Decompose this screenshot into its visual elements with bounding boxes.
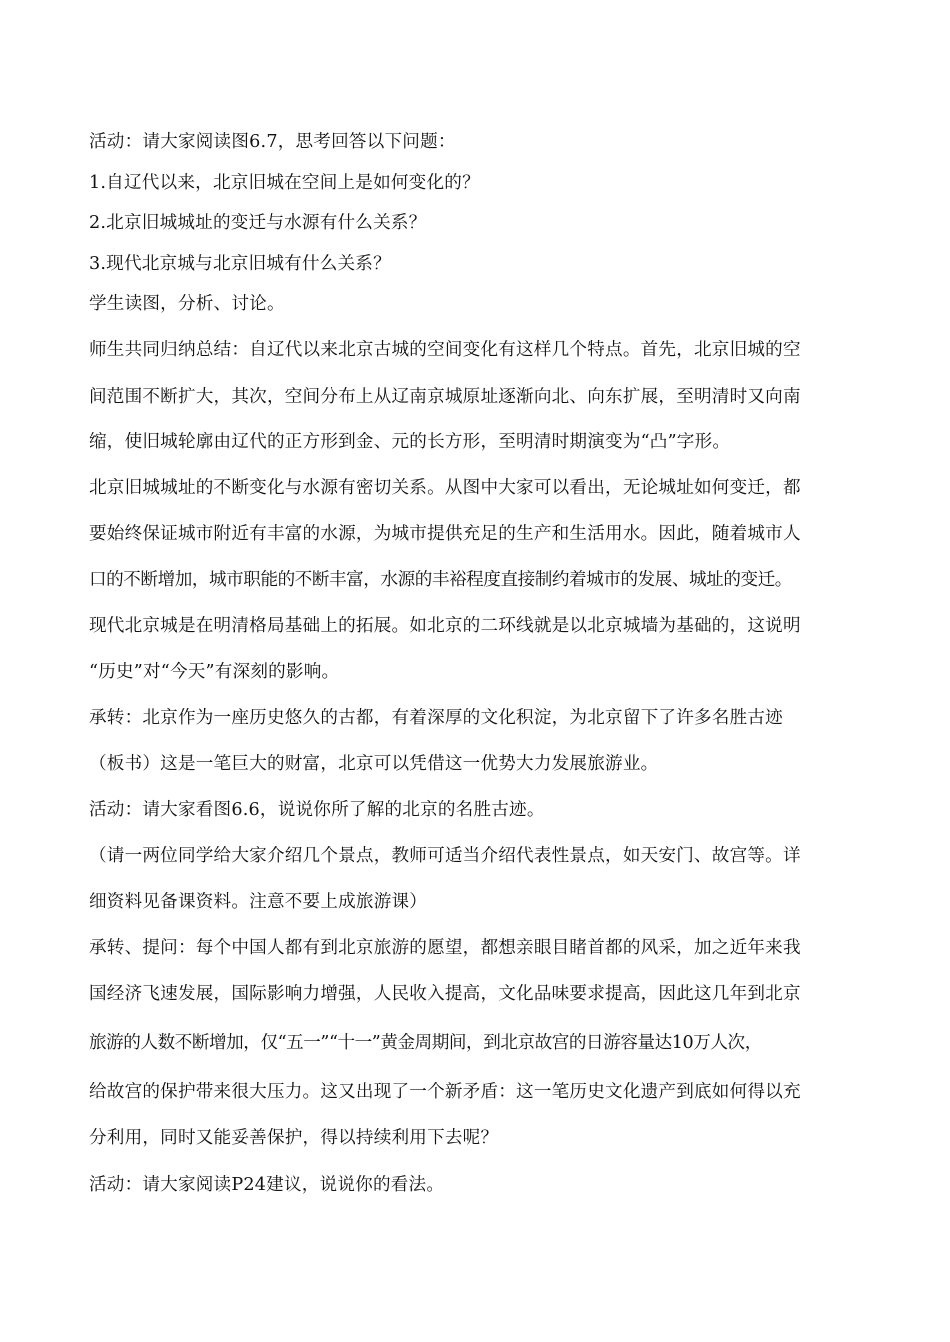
paragraph-line-19: 承转、提问：每个中国人都有到北京旅游的愿望，都想亲眼目睹首都的风采，加之近年来我 — [89, 938, 801, 958]
paragraph-line-11: 口的不断增加，城市职能的不断丰富，水源的丰裕程度直接制约着城市的发展、城址的变迁。 — [89, 570, 792, 590]
paragraph-line-5: 学生读图，分析、讨论。 — [89, 294, 285, 314]
paragraph-line-15: （板书）这是一笔巨大的财富，北京可以凭借这一优势大力发展旅游业。 — [89, 754, 659, 774]
paragraph-line-8: 缩，使旧城轮廓由辽代的正方形到金、元的长方形，至明清时期演变为“凸”字形。 — [89, 432, 731, 452]
paragraph-line-21: 旅游的人数不断增加，仅“五一”“十一”黄金周期间，到北京故宫的日游容量达10万人次， — [89, 1033, 762, 1053]
paragraph-line-6: 师生共同归纳总结：自辽代以来北京古城的空间变化有这样几个特点。首先，北京旧城的空 — [89, 340, 801, 360]
paragraph-line-12: 现代北京城是在明清格局基础上的拓展。如北京的二环线就是以北京城墙为基础的，这说明 — [89, 616, 801, 636]
paragraph-line-17: （请一两位同学给大家介绍几个景点，教师可适当介绍代表性景点，如天安门、故宫等。详 — [89, 846, 801, 866]
paragraph-line-23: 分利用，同时又能妥善保护，得以持续利用下去呢？ — [89, 1128, 499, 1148]
paragraph-line-3: 2.北京旧城城址的变迁与水源有什么关系？ — [89, 213, 427, 233]
paragraph-line-1: 活动：请大家阅读图6.7，思考回答以下问题： — [89, 132, 456, 152]
paragraph-line-24: 活动：请大家阅读P24建议，说说你的看法。 — [89, 1175, 445, 1195]
paragraph-line-18: 细资料见备课资料。注意不要上成旅游课） — [89, 892, 428, 912]
paragraph-line-22: 给故宫的保护带来很大压力。这又出现了一个新矛盾：这一笔历史文化遗产到底如何得以充 — [89, 1082, 801, 1102]
paragraph-line-14: 承转：北京作为一座历史悠久的古都，有着深厚的文化积淀，为北京留下了许多名胜古迹 — [89, 708, 783, 728]
paragraph-line-16: 活动：请大家看图6.6，说说你所了解的北京的名胜古迹。 — [89, 800, 545, 820]
paragraph-line-10: 要始终保证城市附近有丰富的水源，为城市提供充足的生产和生活用水。因此，随着城市人 — [89, 524, 801, 544]
paragraph-line-4: 3.现代北京城与北京旧城有什么关系？ — [89, 254, 391, 274]
paragraph-line-13: “历史”对“今天”有深刻的影响。 — [89, 662, 340, 682]
paragraph-line-7: 间范围不断扩大，其次，空间分布上从辽南京城原址逐渐向北、向东扩展，至明清时又向南 — [89, 387, 801, 407]
paragraph-line-9: 北京旧城城址的不断变化与水源有密切关系。从图中大家可以看出，无论城址如何变迁，都 — [89, 478, 801, 498]
paragraph-line-20: 国经济飞速发展，国际影响力增强，人民收入提高，文化品味要求提高，因此这几年到北京 — [89, 984, 801, 1004]
paragraph-line-2: 1.自辽代以来，北京旧城在空间上是如何变化的？ — [89, 173, 480, 193]
